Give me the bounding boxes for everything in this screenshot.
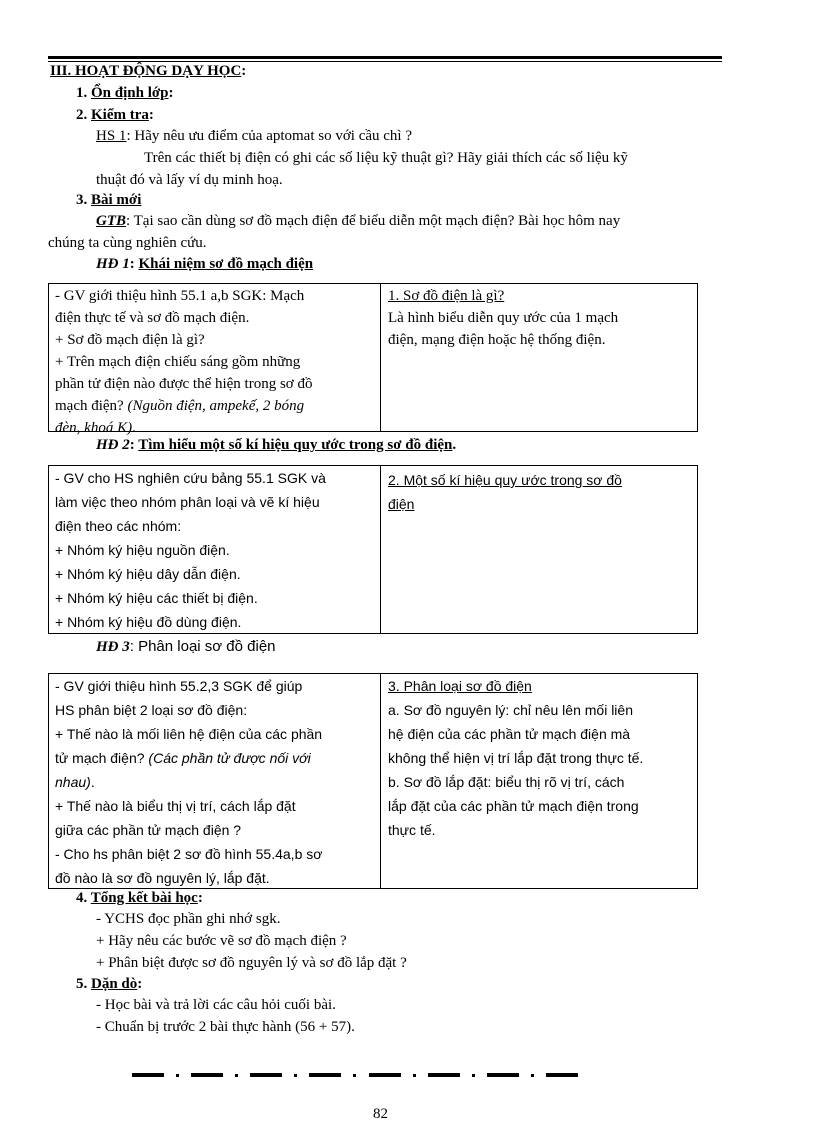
- hd2-left-line: làm việc theo nhóm phân loại và vẽ kí hiệu: [55, 494, 320, 510]
- hd3-right-cell: [382, 674, 697, 888]
- hs1-question2-line2: thuật đó và lấy ví dụ minh hoạ.: [96, 172, 283, 188]
- divider-segment: [250, 1073, 282, 1077]
- hd3-left-line: HS phân biệt 2 loại sơ đồ điện:: [55, 702, 248, 718]
- divider-segment: [132, 1073, 164, 1077]
- divider-dot: [413, 1074, 416, 1077]
- hd3-right-line: b. Sơ đồ lắp đặt: biểu thị rõ vị trí, cách: [388, 774, 625, 790]
- hd3-left-line: giữa các phần tử mạch điện ?: [55, 822, 242, 838]
- hd1-left-line: + Sơ đồ mạch điện là gì?: [55, 332, 205, 348]
- hd3-left-cell: [49, 674, 381, 888]
- hs1-question: HS 1: Hãy nêu ưu điểm của aptomat so với cầu chì ?: [96, 128, 412, 144]
- page-number: 82: [373, 1106, 388, 1122]
- item-1: 1. Ổn định lớp:: [76, 85, 174, 101]
- hd2-left-line: - GV cho HS nghiên cứu bảng 55.1 SGK và: [55, 470, 326, 486]
- divider-dot: [294, 1074, 297, 1077]
- hd3-right-line: không thể hiện vị trí lắp đặt trong thực tế.: [388, 750, 644, 766]
- divider-segment: [309, 1073, 341, 1077]
- hd2-left-line: điện theo các nhóm:: [55, 518, 182, 534]
- hd3-right-title: 3. Phân loại sơ đồ điện: [388, 678, 532, 694]
- hd2-left-line: + Nhóm ký hiệu nguồn điện.: [55, 542, 230, 558]
- item4-line: + Hãy nêu các bước vẽ sơ đồ mạch điện ?: [96, 933, 347, 949]
- hd3-table: [48, 673, 698, 889]
- hd1-left-line: mạch điện? (Nguồn điện, ampekế, 2 bóng: [55, 398, 305, 414]
- hd1-left-cell: [49, 284, 381, 436]
- divider-segment: [191, 1073, 223, 1077]
- divider-segment: [546, 1073, 578, 1077]
- hd1-left-line: điện thực tế và sơ đồ mạch điện.: [55, 310, 250, 326]
- footer-divider: [132, 1072, 578, 1078]
- item5-line: - Học bài và trả lời các câu hỏi cuối bài.: [96, 997, 336, 1013]
- hd3-left-line: + Thế nào là biểu thị vị trí, cách lắp đặt: [55, 798, 296, 814]
- hd3-left-line: tử mạch điện? (Các phần tử được nối với: [55, 750, 311, 766]
- divider-segment: [487, 1073, 519, 1077]
- hd3-left-line: - GV giới thiệu hình 55.2,3 SGK để giúp: [55, 678, 303, 694]
- hd3-left-line: + Thế nào là mối liên hệ điện của các phần: [55, 726, 323, 742]
- hd3-right-line: lắp đặt của các phần tử mạch điện trong: [388, 798, 639, 814]
- divider-dot: [472, 1074, 475, 1077]
- hd3-heading: HĐ 3: Phân loại sơ đồ điện: [96, 638, 276, 655]
- hd3-left-line: - Cho hs phân biệt 2 sơ đồ hình 55.4a,b sơ: [55, 846, 323, 862]
- divider-dot: [531, 1074, 534, 1077]
- divider-dot: [176, 1074, 179, 1077]
- item-4: 4. Tổng kết bài học:: [76, 890, 203, 906]
- gtb-line1: GTB: Tại sao cần dùng sơ đồ mạch điện để biểu diễn một mạch điện? Bài học hôm nay: [96, 213, 621, 229]
- hd2-table: [48, 465, 698, 634]
- hd1-right-line: điện, mạng điện hoặc hệ thống điện.: [388, 332, 606, 348]
- hd3-right-line: a. Sơ đồ nguyên lý: chỉ nêu lên mối liên: [388, 702, 633, 718]
- hd1-left-line: + Trên mạch điện chiếu sáng gồm những: [55, 354, 301, 370]
- divider-segment: [428, 1073, 460, 1077]
- item-5: 5. Dặn dò:: [76, 976, 143, 992]
- hs1-question2-line1: Trên các thiết bị điện có ghi các số liệu kỹ thuật gì? Hãy giải thích các số liệu kỹ: [144, 150, 628, 166]
- hd1-right-title: 1. Sơ đồ điện là gì?: [388, 288, 505, 304]
- hd1-table: [48, 283, 698, 436]
- hd1-right-line: Là hình biểu diễn quy ước của 1 mạch: [388, 310, 619, 326]
- hd1-heading: HĐ 1: Khái niệm sơ đồ mạch điện: [96, 256, 314, 272]
- item-2: 2. Kiểm tra:: [76, 107, 154, 123]
- item4-line: - YCHS đọc phần ghi nhớ sgk.: [96, 911, 281, 927]
- hd1-left-line: - GV giới thiệu hình 55.1 a,b SGK: Mạch: [55, 288, 305, 304]
- hd2-right-cell: [382, 466, 697, 633]
- hd2-left-line: + Nhóm ký hiệu dây dẫn điện.: [55, 566, 241, 582]
- divider-segment: [369, 1073, 401, 1077]
- hd2-right-line: 2. Một số kí hiệu quy ước trong sơ đồ: [388, 472, 622, 488]
- item-3: 3. Bài mới: [76, 192, 142, 208]
- hd1-left-line: phần tử điện nào được thể hiện trong sơ đồ: [55, 376, 313, 392]
- hd2-left-line: + Nhóm ký hiệu các thiết bị điện.: [55, 590, 258, 606]
- hd2-heading: HĐ 2: Tìm hiểu một số kí hiệu quy ước trong sơ đồ điện.: [96, 437, 457, 453]
- hd3-right-line: hệ điện của các phần tử mạch điện mà: [388, 726, 631, 742]
- top-rule-thick: [48, 56, 722, 59]
- hd2-left-line: + Nhóm ký hiệu đồ dùng điện.: [55, 614, 242, 630]
- item4-line: + Phân biệt được sơ đồ nguyên lý và sơ đồ lắp đặt ?: [96, 955, 407, 971]
- hd1-left-line: đèn, khoá K).: [55, 420, 136, 436]
- gtb-line2: chúng ta cùng nghiên cứu.: [48, 235, 207, 251]
- section-heading: III. HOẠT ĐỘNG DẠY HỌC:: [50, 63, 247, 79]
- divider-dot: [235, 1074, 238, 1077]
- hd3-right-line: thực tế.: [388, 822, 436, 838]
- hd1-right-cell: [382, 284, 697, 431]
- divider-dot: [353, 1074, 356, 1077]
- hd3-left-line: nhau).: [55, 774, 95, 790]
- hd2-right-line: điện: [388, 496, 415, 512]
- hd2-left-cell: [49, 466, 381, 633]
- hd3-left-line: đồ nào là sơ đồ nguyên lý, lắp đặt.: [55, 870, 270, 886]
- item5-line: - Chuẩn bị trước 2 bài thực hành (56 + 57).: [96, 1019, 355, 1035]
